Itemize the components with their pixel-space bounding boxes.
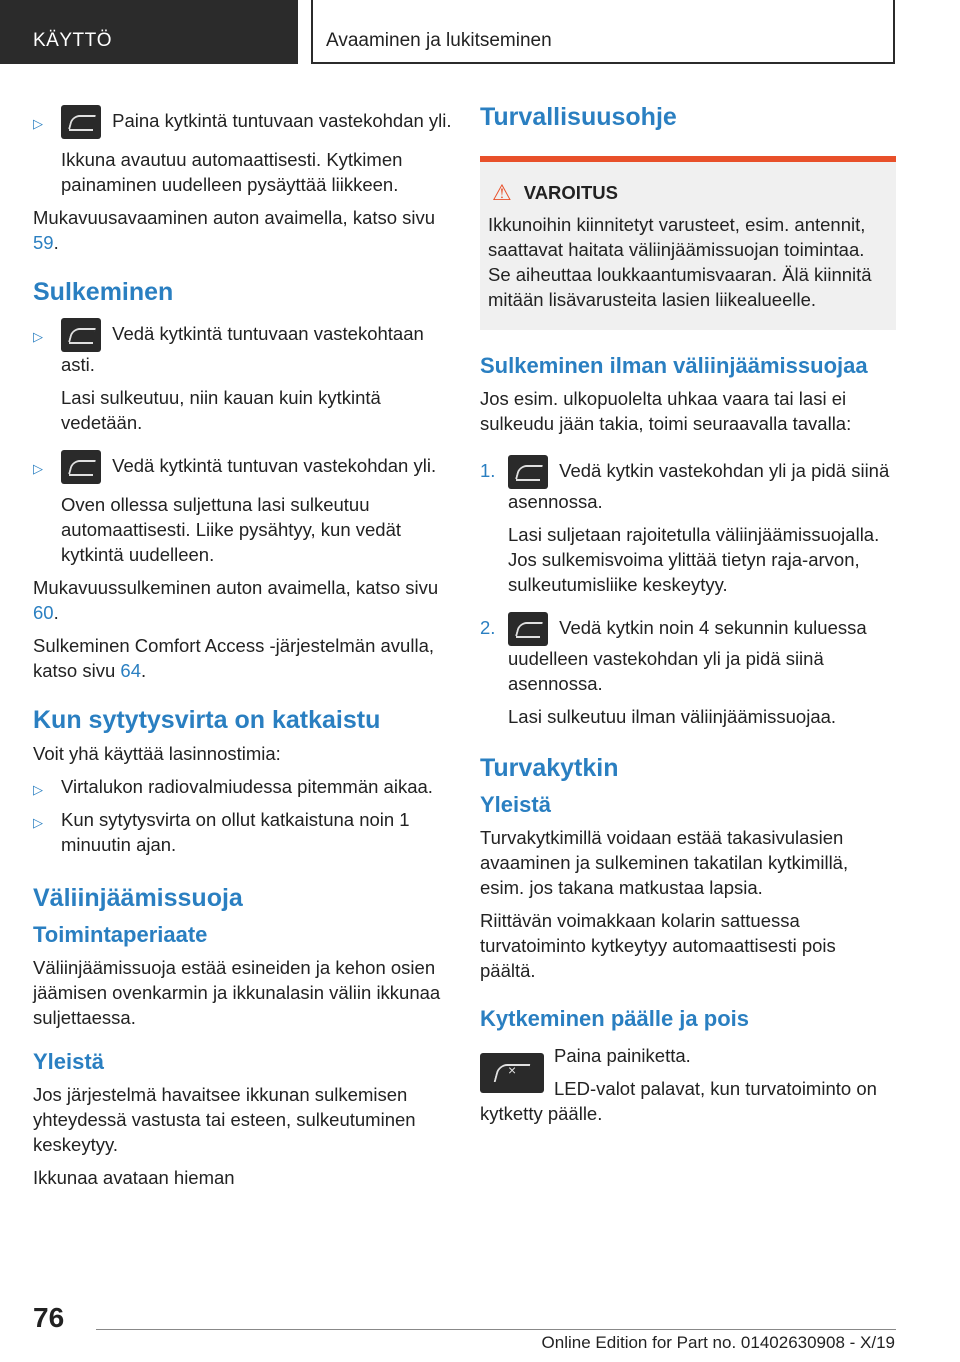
step-2	[480, 615, 896, 696]
switch-general-text-2: Riittävän voimakkaan kolarin sattuessa turvatoiminto kytkeytyy automaattisesti pois päältä.	[480, 910, 836, 981]
closing-heading: Sulkeminen	[33, 278, 174, 306]
close-step-2-text: Vedä kytkintä tuntuvan vastekohdan yli.	[107, 455, 437, 476]
principle-heading: Toimintaperiaate	[33, 922, 208, 947]
window-switch-icon	[508, 455, 548, 489]
warning-title-row	[488, 182, 888, 204]
warning-box	[480, 156, 896, 330]
close-step-1-result: Lasi sulkeutuu, niin kauan kuin kytkintä vedetään.	[61, 387, 381, 433]
comfort-open-text: Mukavuusavaaminen auton avaimella, katso sivu	[33, 207, 436, 228]
triangle-bullet-icon: ▷	[33, 329, 43, 344]
general-text-2: Ikkunaa avataan hieman	[33, 1167, 235, 1188]
no-pinch-intro: Jos esim. ulkopuolelta uhkaa vaara tai lasi ei sulkeudu jään takia, toimi seuraavalla tavalla:	[480, 388, 852, 434]
header-section-label: KÄYTTÖ	[33, 30, 113, 51]
pinch-heading: Väliinjäämissuoja	[33, 884, 243, 912]
open-step-result: Ikkuna avautuu automaattisesti. Kytkimen painaminen uudelleen pysäyttää liikkeen.	[61, 149, 403, 195]
comfort-access-text: Sulkeminen Comfort Access -järjestelmän avulla, katso sivu	[33, 635, 434, 681]
general-heading: Yleistä	[33, 1049, 104, 1074]
open-step-text: Paina kytkintä tuntuvaan vastekohdan yli.	[107, 110, 452, 131]
comfort-close-text: Mukavuussulkeminen auton avaimella, katso sivu	[33, 577, 439, 598]
comfort-close-page-link[interactable]: 60	[33, 602, 54, 623]
no-pinch-heading: Sulkeminen ilman väliinjäämissuojaa	[480, 353, 868, 378]
header-section-tab	[0, 0, 298, 64]
window-switch-icon	[61, 105, 101, 139]
step-1-number: 1.	[480, 460, 496, 481]
step-1-result: Lasi suljetaan rajoitetulla väliinjäämissuojalla. Jos sulkemisvoima ylittää tietyn raja-arvon, sulkeutumisliike keskeytyy.	[508, 524, 880, 595]
step-2-number: 2.	[480, 617, 496, 638]
comfort-open-ref: Mukavuusavaaminen auton avaimella, katso sivu 59.	[33, 207, 436, 253]
right-column	[480, 100, 896, 1134]
window-switch-icon	[61, 450, 101, 484]
ignition-item-1-text: Virtalukon radiovalmiudessa pitemmän aikaa.	[61, 776, 433, 797]
safety-switch-heading: Turvakytkin	[480, 754, 619, 782]
onoff-block	[480, 1043, 896, 1126]
triangle-bullet-icon: ▷	[33, 782, 43, 797]
safety-heading: Turvallisuusohje	[480, 103, 677, 131]
ignition-intro: Voit yhä käyttää lasinnostimia:	[33, 743, 281, 764]
ignition-item-2-text: Kun sytytysvirta on ollut katkaistuna noin 1 minuutin ajan.	[61, 809, 410, 855]
step-2-text: Vedä kytkin noin 4 sekunnin kuluessa uudelleen vastekohdan yli ja pidä siinä asennossa.	[508, 617, 867, 694]
onoff-text-2: LED-valot palavat, kun turvatoiminto on kytketty päälle.	[480, 1078, 877, 1124]
close-step-1	[33, 321, 453, 377]
close-step-2	[33, 453, 453, 484]
header-chapter-tab	[311, 0, 895, 64]
close-step-1-text: Vedä kytkintä tuntuvaan vastekohtaan asti.	[61, 323, 424, 375]
page-number: 76	[33, 1302, 65, 1333]
onoff-text-1: Paina painiketta.	[554, 1045, 691, 1066]
triangle-bullet-icon: ▷	[33, 815, 43, 830]
footer-divider	[96, 1329, 896, 1330]
switch-general-heading: Yleistä	[480, 792, 551, 817]
triangle-bullet-icon: ▷	[33, 116, 43, 131]
open-step	[33, 108, 453, 139]
window-switch-icon	[508, 612, 548, 646]
onoff-heading: Kytkeminen päälle ja pois	[480, 1006, 749, 1031]
general-text: Jos järjestelmä havaitsee ikkunan sulkemisen yhteydessä vastusta tai esteen, sulkeutuminen keskeytyy.	[33, 1084, 416, 1155]
comfort-access-page-link[interactable]: 64	[120, 660, 141, 681]
warning-title: VAROITUS	[523, 182, 618, 203]
comfort-access-ref: Sulkeminen Comfort Access -järjestelmän avulla, katso sivu 64.	[33, 635, 434, 681]
left-column	[33, 100, 453, 1198]
comfort-close-ref: Mukavuussulkeminen auton avaimella, katso sivu 60.	[33, 577, 439, 623]
triangle-bullet-icon: ▷	[33, 461, 43, 476]
ignition-heading: Kun sytytysvirta on katkaistu	[33, 706, 381, 734]
warning-triangle-icon: ⚠	[492, 180, 512, 205]
comfort-open-page-link[interactable]: 59	[33, 232, 54, 253]
step-2-result: Lasi sulkeutuu ilman väliinjäämissuojaa.	[508, 706, 837, 727]
ignition-item-1	[33, 774, 453, 799]
ignition-item-2	[33, 807, 453, 857]
warning-text: Ikkunoihin kiinnitetyt varusteet, esim. antennit, saattavat haitata väliinjäämissuojan toimintaa. Se aiheuttaa loukkaantumisvaaran. Älä kiinnitä mitään lisävarusteita lasien liikealueelle.	[488, 214, 872, 310]
step-1-text: Vedä kytkin vastekohdan yli ja pidä siinä asennossa.	[508, 460, 890, 512]
child-lock-button-icon	[480, 1053, 544, 1093]
close-step-2-result: Oven ollessa suljettuna lasi sulkeutuu automaattisesti. Liike pysähtyy, kun vedät kytkintä uudelleen.	[61, 494, 402, 565]
window-switch-icon	[61, 318, 101, 352]
step-1	[480, 458, 896, 514]
principle-text: Väliinjäämissuoja estää esineiden ja kehon osien jäämisen ovenkarmin ja ikkunalasin väliin ikkunaa suljettaessa.	[33, 957, 441, 1028]
header-chapter-label: Avaaminen ja lukitseminen	[326, 30, 552, 51]
footer-edition: Online Edition for Part no. 01402630908 - X/19	[541, 1333, 895, 1352]
switch-general-text: Turvakytkimillä voidaan estää takasivulasien avaaminen ja sulkeminen takatilan kytkimillä, esim. jos takana matkustaa lapsia.	[480, 827, 849, 898]
